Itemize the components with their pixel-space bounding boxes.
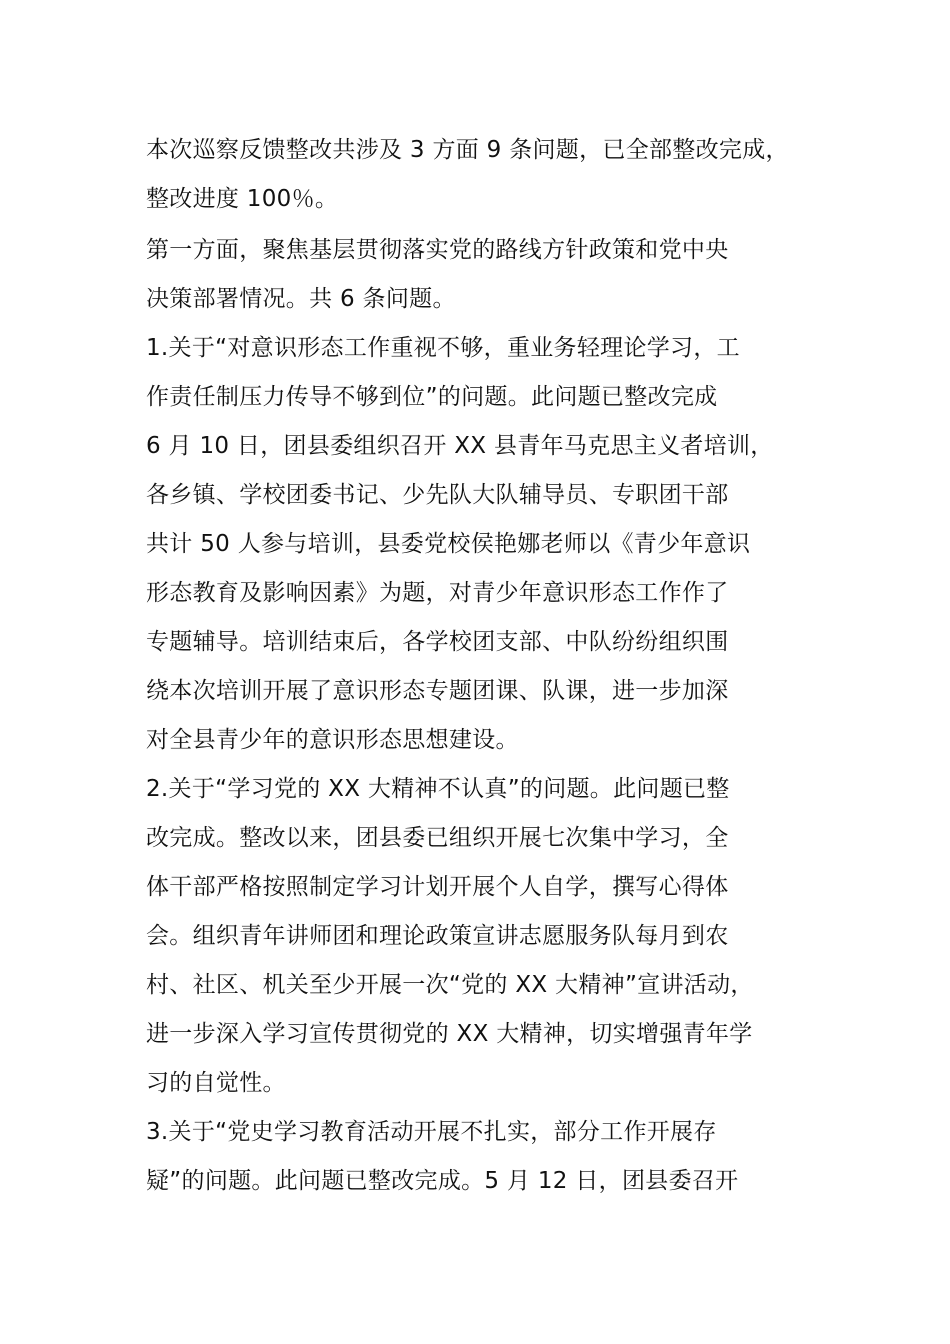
text-line: 村、社区、机关至少开展一次“党的 XX 大精神”宣讲活动， bbox=[146, 972, 754, 998]
text-line: 对全县青少年的意识形态思想建设。 bbox=[146, 727, 519, 753]
text-line: 2.关于“学习党的 XX 大精神不认真”的问题。此问题已整 bbox=[146, 776, 730, 802]
paragraph-item-1 bbox=[146, 326, 816, 767]
text-line: 本次巡察反馈整改共涉及 3 方面 9 条问题，已全部整改完成， bbox=[146, 137, 789, 163]
text-line: 改完成。整改以来，团县委已组织开展七次集中学习，全 bbox=[146, 825, 729, 851]
text-line: 体干部严格按照制定学习计划开展个人自学，撰写心得体 bbox=[146, 874, 729, 900]
document-body bbox=[146, 128, 816, 1208]
text-line: 第一方面，聚焦基层贯彻落实党的路线方针政策和党中央 bbox=[146, 237, 729, 263]
text-line: 1.关于“对意识形态工作重视不够，重业务轻理论学习，工 bbox=[146, 335, 740, 361]
text-line: 形态教育及影响因素》为题，对青少年意识形态工作作了 bbox=[146, 580, 729, 606]
text-line: 作责任制压力传导不够到位”的问题。此问题已整改完成 bbox=[146, 384, 718, 410]
text-line: 3.关于“党史学习教育活动开展不扎实，部分工作开展存 bbox=[146, 1119, 717, 1145]
text-line: 会。组织青年讲师团和理论政策宣讲志愿服务队每月到农 bbox=[146, 923, 729, 949]
paragraph-item-3 bbox=[146, 1110, 816, 1208]
paragraph-summary bbox=[146, 128, 816, 226]
text-line: 共计 50 人参与培训，县委党校侯艳娜老师以《青少年意识 bbox=[146, 531, 751, 557]
text-line: 专题辅导。培训结束后，各学校团支部、中队纷纷组织围 bbox=[146, 629, 729, 655]
paragraph-item-2 bbox=[146, 767, 816, 1110]
text-line: 决策部署情况。共 6 条问题。 bbox=[146, 286, 456, 312]
text-line: 整改进度 100％。 bbox=[146, 186, 339, 212]
text-line: 进一步深入学习宣传贯彻党的 XX 大精神，切实增强青年学 bbox=[146, 1021, 753, 1047]
paragraph-section-one bbox=[146, 228, 816, 326]
text-line: 各乡镇、学校团委书记、少先队大队辅导员、专职团干部 bbox=[146, 482, 729, 508]
text-line: 习的自觉性。 bbox=[146, 1070, 286, 1096]
text-line: 绕本次培训开展了意识形态专题团课、队课，进一步加深 bbox=[146, 678, 729, 704]
text-line: 6 月 10 日，团县委组织召开 XX 县青年马克思主义者培训， bbox=[146, 433, 774, 459]
text-line: 疑”的问题。此问题已整改完成。5 月 12 日，团县委召开 bbox=[146, 1168, 739, 1194]
